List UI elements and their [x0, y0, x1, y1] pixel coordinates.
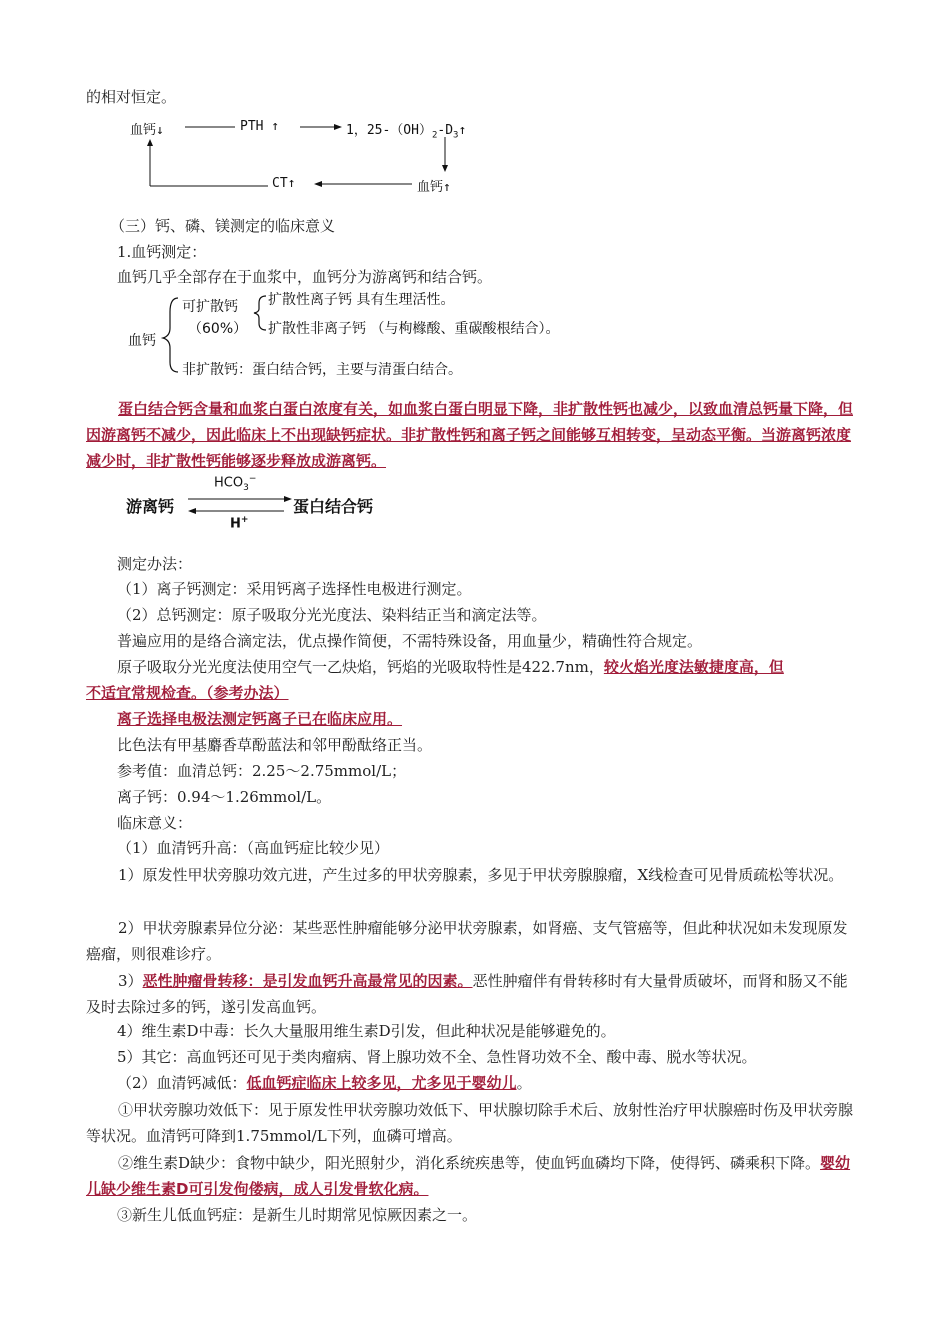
nondiffusible-calcium-label: 非扩散钙：蛋白结合钙，主要与清蛋白结合。 [182, 362, 462, 378]
vitamin-d-label: 1，$25-(OH)_2-D_3↑$ [346, 123, 467, 141]
nonionized-calcium-label: 扩散性非离子钙 （与枸橼酸、重碳酸根结合）。 [268, 321, 560, 337]
highlighted-paragraph: 蛋白结合钙含量和血浆白蛋白浓度有关，如血浆白蛋白明显下降，非扩散性钙也减少，以致血清总钙量下降，但因游离钙不减少，因此临床上不出现缺钙症状。非扩散性钙和离子钙之间能够互相转变，呈动态平衡。当游离钙浓度减少时，非扩散性钙能够逐步释放成游离钙。 [86, 400, 854, 470]
calcium-root-label: 血钙 [128, 333, 156, 349]
proton-label: H+ [230, 515, 249, 532]
highlighted-text: 不适宜常规检查。（参考办法） [86, 684, 289, 702]
text-line: （2）血清钙减低：低血钙症临床上较多见，尤多见于婴幼儿。 [117, 1074, 532, 1092]
bicarbonate-label: $HCO_3^-$ [214, 474, 257, 493]
text-line: 普遍应用的是络合滴定法，优点操作简便，不需特殊设备，用血量少，精确性符合规定。 [117, 632, 703, 650]
diffusible-calcium-label: 可扩散钙 [182, 299, 238, 315]
text-line: 离子钙：0.94～1.26mmol/L。 [117, 788, 332, 806]
text-line: ③新生儿低血钙症：是新生儿时期常见惊厥因素之一。 [117, 1206, 478, 1224]
text-line: （1）血清钙升高：（高血钙症比较少见） [117, 839, 390, 857]
text-line: 4）维生素D中毒：长久大量服用维生素D引发，但此种状况是能够避免的。 [117, 1022, 616, 1040]
text-line: 比色法有甲基麝香草酚蓝法和邻甲酚酞络正当。 [117, 736, 433, 754]
section-heading: （三）钙、磷、镁测定的临床意义 [110, 217, 336, 235]
text-line: 参考值：血清总钙：2.25～2.75mmol/L； [117, 762, 407, 780]
paragraph: 2）甲状旁腺素异位分泌：某些恶性肿瘤能够分泌甲状旁腺素，如肾癌、支气管癌等，但此种状况如未发现原发癌瘤，则很难诊疗。 [86, 919, 848, 963]
protein-bound-calcium-label: 蛋白结合钙 [293, 497, 374, 516]
paragraph: 3）恶性肿瘤骨转移：是引发血钙升高最常见的因素。恶性肿瘤伴有骨转移时有大量骨质破坏，而肾和肠又不能及时去除过多的钙，遂引发高血钙。 [86, 972, 848, 1016]
text-line: （2）总钙测定：原子吸取分光光度法、染料结正当和滴定法等。 [117, 606, 547, 624]
text-line: 血钙几乎全部存在于血浆中，血钙分为游离钙和结合钙。 [117, 268, 493, 286]
paragraph: ②维生素D缺少：食物中缺少，阳光照射少，消化系统疾患等，使血钙血磷均下降，使得钙、磷乘积下降。婴幼儿缺少维生素D可引发佝偻病，成人引发骨软化病。 [86, 1154, 851, 1198]
paragraph: ①甲状旁腺功效低下：见于原发性甲状旁腺功效低下、甲状腺切除手术后、放射性治疗甲状腺癌时伤及甲状旁腺等状况。血清钙可降到1.75mmol/L下列，血磷可增高。 [86, 1101, 854, 1145]
highlighted-text: 离子选择电极法测定钙离子已在临床应用。 [117, 710, 403, 728]
text-line: 测定办法： [117, 555, 193, 573]
text-line: 原子吸取分光光度法使用空气一乙炔焰，钙焰的光吸取特性是422.7nm，较火焰光度法敏捷度高，但 [117, 658, 784, 676]
text-line: （1）离子钙测定：采用钙离子选择性电极进行测定。 [117, 580, 472, 598]
calcium-up-label: 血钙↑ [417, 180, 451, 195]
pth-up-label: PTH ↑ [240, 119, 280, 134]
paragraph: 1）原发性甲状旁腺功效亢进，产生过多的甲状旁腺素，多见于甲状旁腺腺瘤，X线检查可见骨质疏松等状况。 [118, 866, 844, 884]
ct-up-label: CT↑ [272, 176, 296, 191]
text-line: 5）其它：高血钙还可见于类肉瘤病、肾上腺功效不全、急性肾功效不全、酸中毒、脱水等状况。 [117, 1048, 757, 1066]
text-line: 临床意义： [117, 814, 193, 832]
text-line: 的相对恒定。 [86, 88, 177, 106]
free-calcium-label: 游离钙 [126, 497, 175, 516]
ionized-calcium-label: 扩散性离子钙 具有生理活性。 [268, 292, 455, 308]
subsection-heading: 1.血钙测定： [117, 243, 207, 261]
calcium-down-label: 血钙↓ [130, 123, 164, 138]
diffusible-percent-label: （60%） [188, 321, 248, 337]
